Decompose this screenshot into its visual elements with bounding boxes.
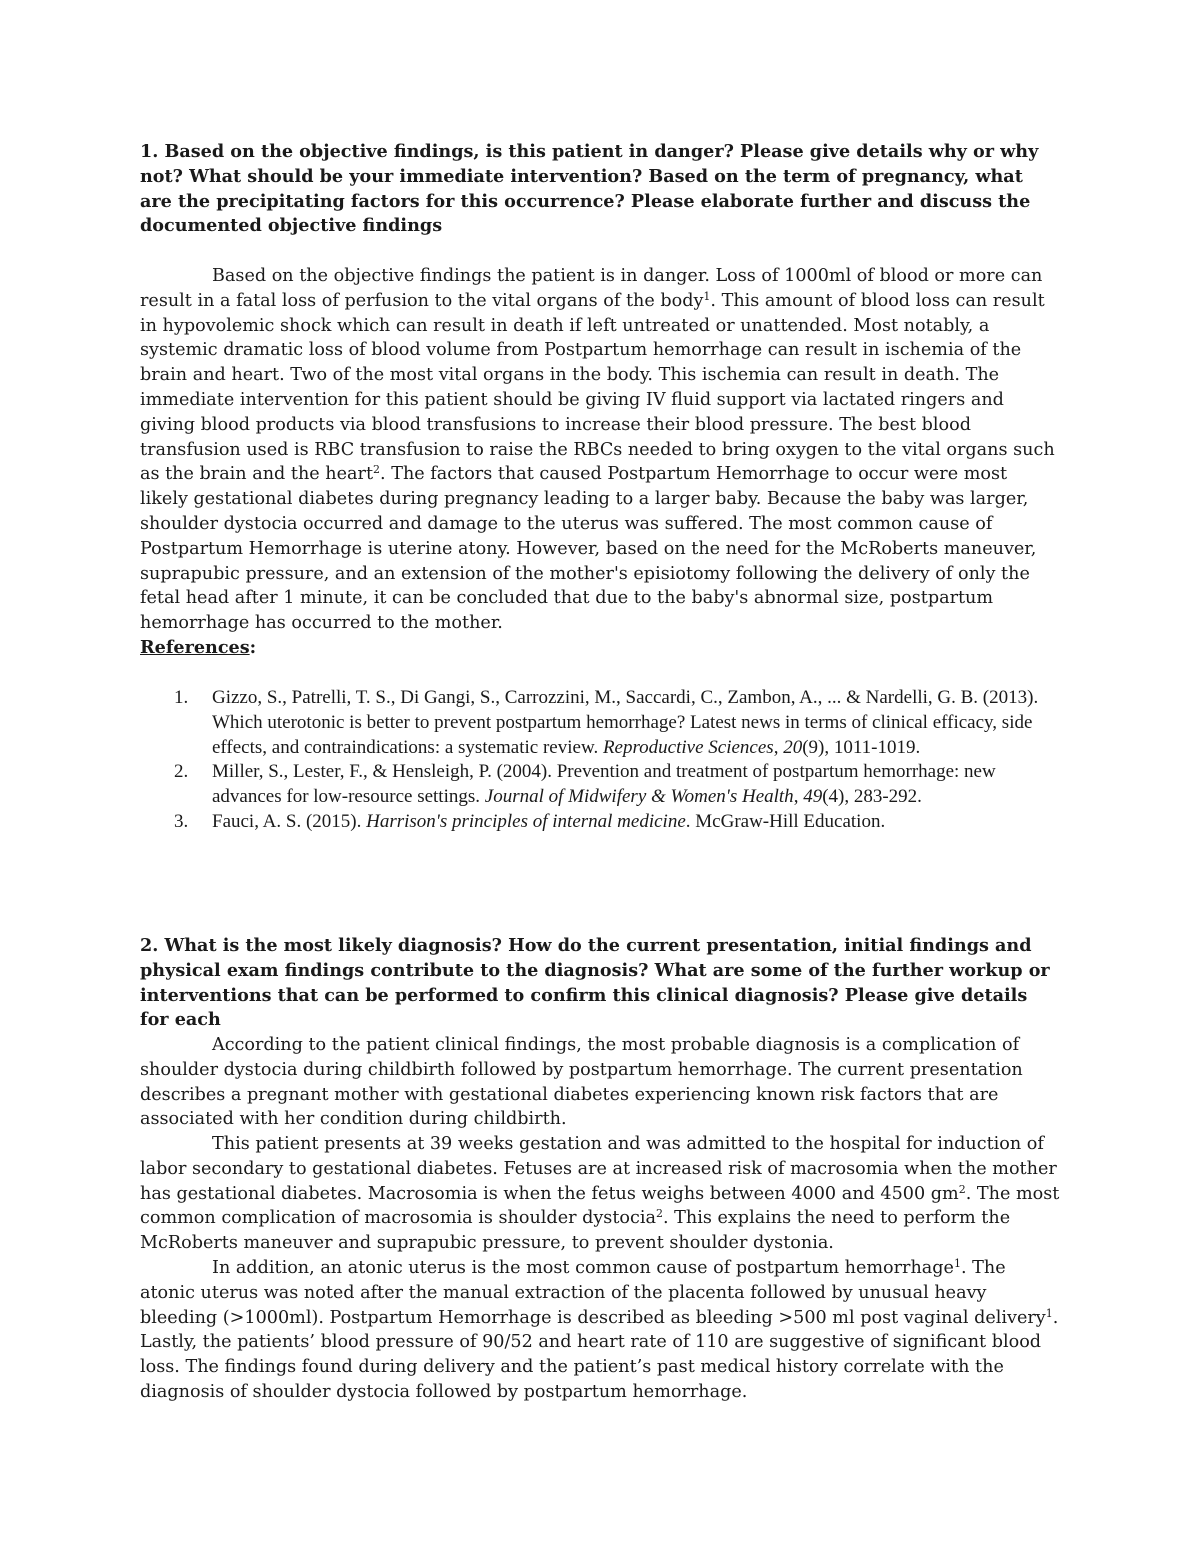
references-colon: : — [249, 637, 257, 658]
answer-text: Based on the objective findings the patient is in danger. Loss of 1000ml of blood or more can result in a fatal loss of perfusion to the vital organs of the body — [140, 266, 1043, 311]
reference-rest: (9), 1011-1019. — [802, 736, 921, 758]
citation-marker: 1 — [953, 1257, 961, 1270]
reference-item — [140, 810, 1060, 835]
question-2-heading: 2. What is the most likely diagnosis? How do the current presentation, initial findings and physical exam findings contribute to the diagnosis? What are some of the further workup or interventions that can be performed to confirm this clinical diagnosis? Please give details for each — [140, 935, 1050, 1031]
answer-text: . Lastly, the patients’ blood pressure of 90/52 and heart rate of 110 are suggestive of significant blood loss. The findings found during delivery and the patient’s past medical history correlate with the diagnosis of shoulder dystocia followed by postpartum hemorrhage. — [140, 1307, 1059, 1402]
reference-sep: , — [793, 786, 804, 808]
answer-text: . The factors that caused Postpartum Hemorrhage to occur were most likely gestational diabetes during pregnancy leading to a larger baby. Because the baby was larger, shoulder dystocia occurred and damage to the uterus was suffered. The most common cause of Postpartum Hemorrhage is uterine atony. However, based on the need for the McRoberts maneuver, suprapubic pressure, and an extension of the mother's episiotomy following the delivery of only the fetal head after 1 minute, it can be concluded that due to the baby's abnormal size, postpartum hemorrhage has occurred to the mother. — [140, 464, 1037, 634]
question-2-paragraph-3 — [140, 1256, 1060, 1405]
reference-item — [140, 686, 1060, 760]
reference-text: Miller, S., Lester, F., & Hensleigh, P. (2004). Prevention and treatment of postpartum hemorrhage: new advances for low-resource settings. — [212, 761, 996, 808]
question-1-heading: 1. Based on the objective findings, is this patient in danger? Please give details why or why not? What should be your immediate intervention? Based on the term of pregnancy, what are the precipitating factors for this occurrence? Please elaborate further and discuss the documented objective findings — [140, 141, 1039, 237]
references-list — [140, 686, 1060, 835]
reference-number: 2. — [174, 761, 189, 783]
citation-marker: 2 — [373, 463, 381, 477]
citation-marker: 2 — [958, 1182, 966, 1196]
reference-journal: Harrison's principles of internal medicine — [366, 810, 686, 832]
reference-item — [140, 760, 1060, 810]
answer-text: . The most common complication of macrosomia is shoulder dystocia — [140, 1183, 1060, 1229]
reference-number: 3. — [174, 810, 189, 832]
references-title-text: References — [140, 637, 250, 658]
question-2-paragraph-2 — [140, 1132, 1060, 1256]
question-1-answer — [140, 264, 1060, 636]
answer-text: In addition, an atonic uterus is the most common cause of postpartum hemorrhage — [212, 1258, 954, 1278]
citation-marker: 1 — [703, 289, 711, 303]
reference-journal: Reproductive Sciences — [602, 736, 774, 758]
reference-text: Fauci, A. S. (2015). — [212, 810, 367, 832]
reference-rest: . McGraw-Hill Education. — [685, 810, 886, 832]
reference-volume: 20 — [783, 736, 803, 758]
answer-text: . This amount of blood loss can result in hypovolemic shock which can result in death if left untreated or unattended. Most notably, a systemic dramatic loss of blood volume from Postpartum hemorrhage can result in ischemia of the brain and heart. Two of the most vital organs in the body. This ischemia can result in death. The immediate intervention for this patient should be giving IV fluid support via lactated ringers and giving blood products via blood transfusions to increase their blood pressure. The best blood transfusion used is RBC transfusion to raise the RBCs needed to bring oxygen to the vital organs such as the brain and the heart — [140, 290, 1055, 485]
reference-rest: (4), 283-292. — [822, 786, 922, 808]
answer-text: This patient presents at 39 weeks gestation and was admitted to the hospital for induction of labor secondary to gestational diabetes. Fetuses are at increased risk of macrosomia when the mother has gestational diabetes. Macrosomia is when the fetus weighs between 4000 and 4500 gm — [140, 1134, 1057, 1204]
answer-text: . The atonic uterus was noted after the manual extraction of the placenta followed by unusual heavy bleeding (>1000ml). Postpartum Hemorrhage is described as bleeding >500 ml post vaginal delivery — [140, 1258, 1046, 1328]
reference-sep: , — [773, 736, 784, 758]
reference-volume: 49 — [803, 786, 823, 808]
reference-number: 1. — [174, 687, 189, 708]
reference-journal: Journal of Midwifery & Women's Health — [484, 786, 794, 808]
reference-text: Gizzo, S., Patrelli, T. S., Di Gangi, S., Carrozzini, M., Saccardi, C., Zambon, A., ... & Nardelli, G. B. (2013). Which uterotonic is better to prevent postpartum hemorrhage? Latest news in terms of clinical efficacy, side effects, and contraindications: a systematic review. — [212, 687, 1039, 758]
citation-marker: 1 — [1045, 1306, 1053, 1320]
references-title — [140, 636, 256, 661]
question-2-paragraph-1: According to the patient clinical findings, the most probable diagnosis is a complication of shoulder dystocia during childbirth followed by postpartum hemorrhage. The current presentation describes a pregnant mother with gestational diabetes experiencing known risk factors that are associated with her condition during childbirth. — [140, 1035, 1023, 1130]
citation-marker: 2 — [655, 1207, 663, 1221]
answer-text: . This explains the need to perform the McRoberts maneuver and suprapubic pressure, to prevent shoulder dystonia. — [140, 1208, 1011, 1254]
